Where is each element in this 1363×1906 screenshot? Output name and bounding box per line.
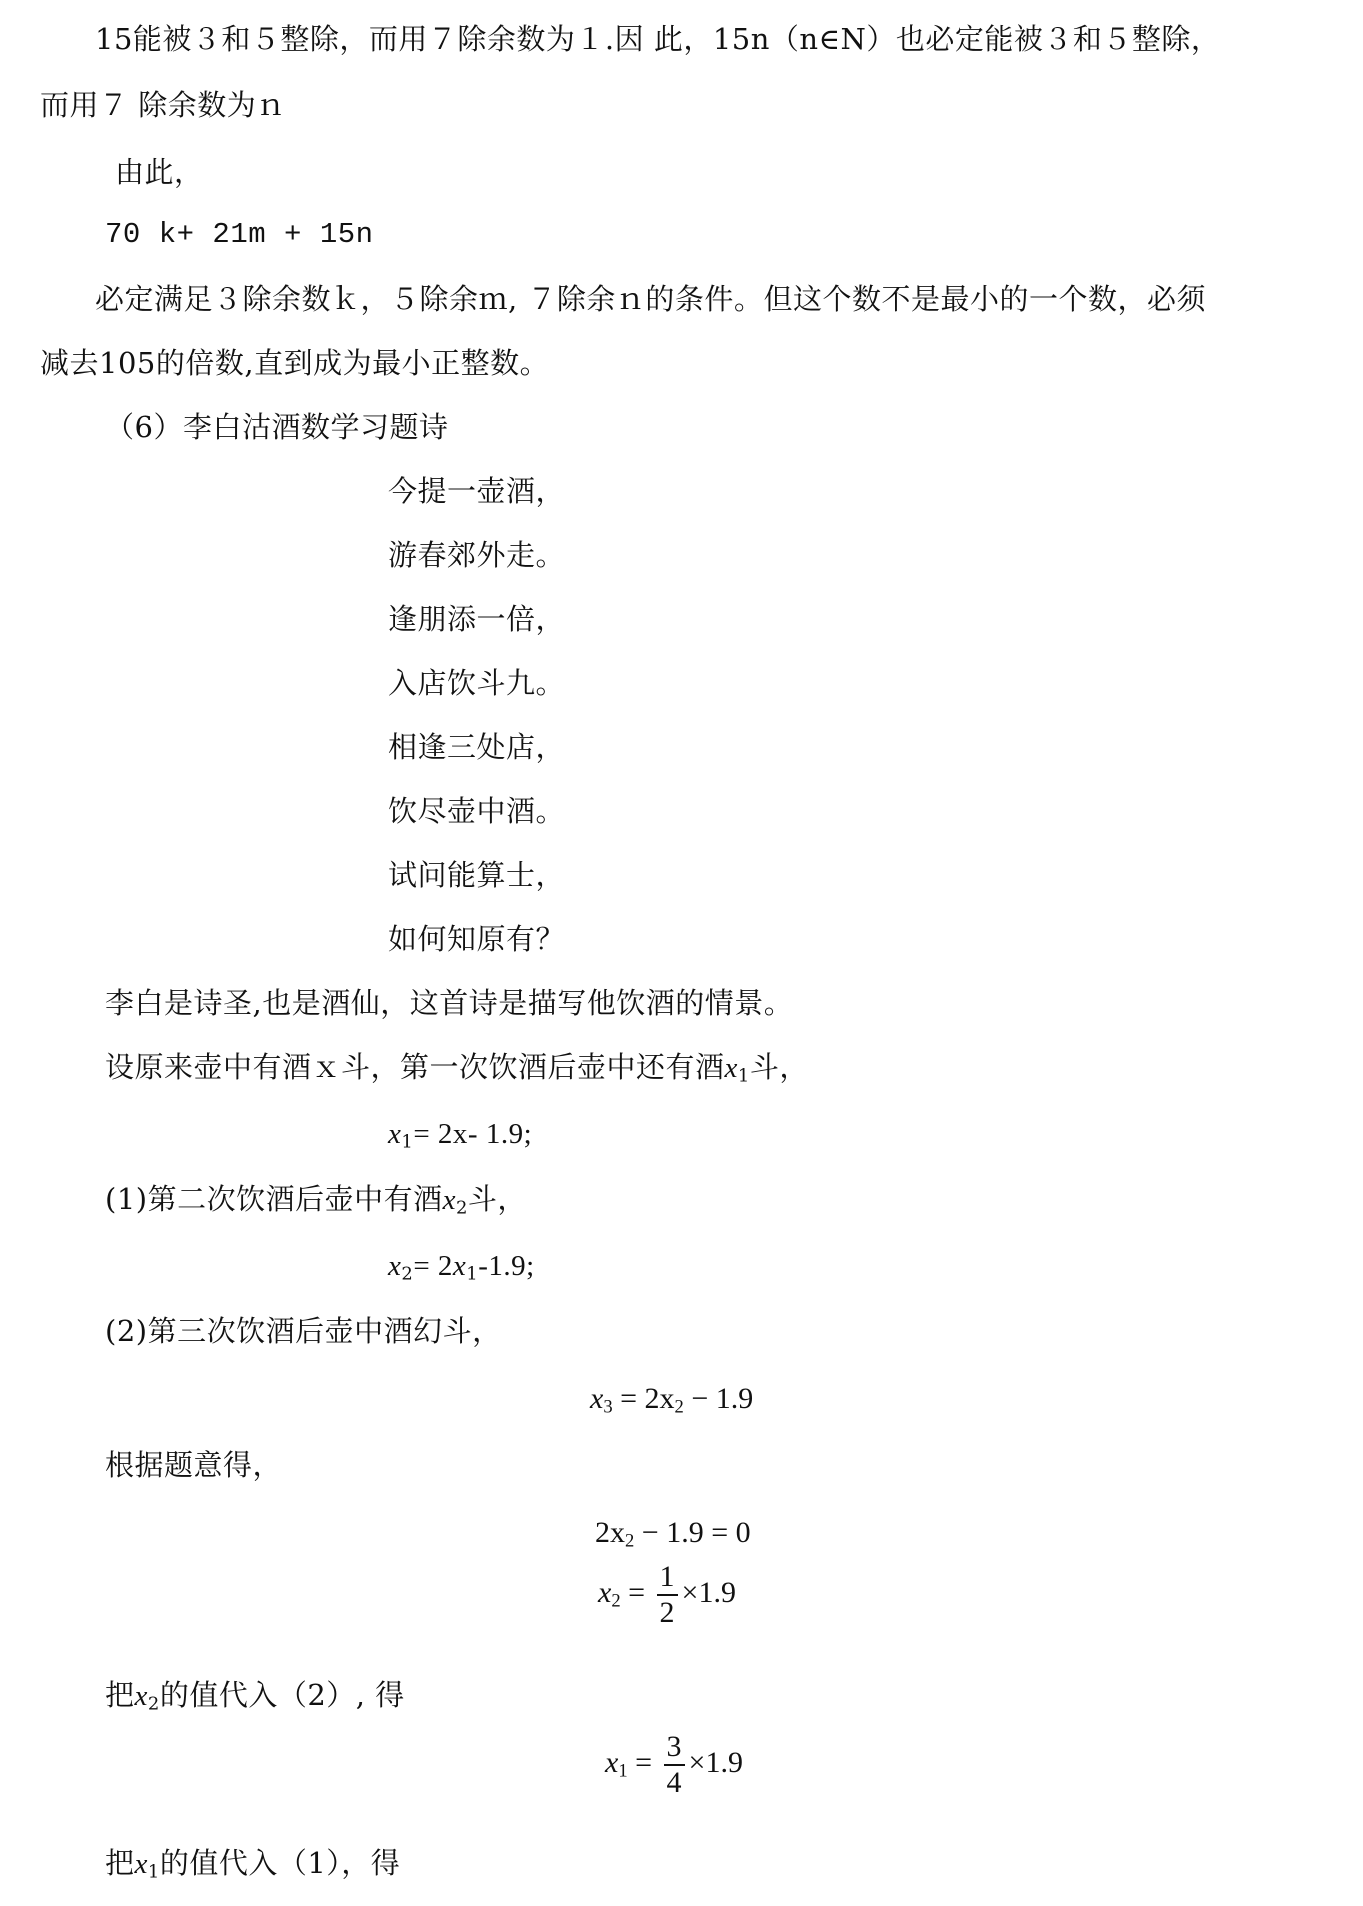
sub1-text-b: 的值代入（1），得 (159, 1846, 401, 1880)
subscript: 1 (466, 1263, 479, 1285)
var-x: x (134, 1680, 148, 1712)
step-1-line (105, 1182, 527, 1225)
equation-3 (590, 1382, 753, 1419)
eq5-equals: = (620, 1575, 653, 1609)
var-x: x (724, 1052, 738, 1084)
denominator: 2 (659, 1596, 675, 1629)
step1-text-a: (1)第二次饮酒后壶中有酒 (105, 1182, 443, 1216)
eq6-end: ×1.9 (688, 1745, 743, 1779)
section-title: （6）李白沽酒数学习题诗 (105, 410, 449, 444)
poem-line: 试问能算士， (388, 858, 566, 892)
poem-line: 逢朋添一倍， (388, 602, 566, 636)
poem-line: 今提一壶酒， (388, 474, 566, 508)
var-x: x (134, 1848, 148, 1880)
substitute-x2-line (105, 1678, 405, 1721)
paragraph-line-5: 必定满足３除余数ｋ，５除余ｍ, ７除余ｎ的条件。但这个数不是最小的一个数，必须 (95, 282, 1206, 316)
eq2-end: -1.9; (478, 1250, 535, 1282)
poem-line: 游春郊外走。 (388, 538, 566, 572)
eq6-equals: = (627, 1745, 660, 1779)
equation-6 (605, 1730, 743, 1800)
setup-line (105, 1050, 809, 1093)
subscript: 2 (625, 1530, 635, 1552)
sub2-text-a: 把 (105, 1678, 135, 1712)
numerator: 3 (664, 1730, 685, 1766)
eq4-lhs: 2x (595, 1516, 625, 1549)
step1-text-b: 斗， (467, 1182, 527, 1216)
equation-5 (598, 1560, 736, 1630)
numerator: 1 (657, 1560, 678, 1596)
eq4-rhs: − 1.9 = 0 (634, 1516, 751, 1549)
subscript: 2 (147, 1693, 160, 1715)
var-x: x (605, 1745, 619, 1779)
subscript: 2 (611, 1590, 621, 1612)
equation-2 (388, 1248, 535, 1291)
paragraph-line-3: 由此， (115, 155, 204, 189)
eq3-end: − 1.9 (683, 1382, 754, 1415)
sub2-text-b: 的值代入（2）, 得 (159, 1678, 405, 1712)
fraction (664, 1730, 685, 1800)
eq1-rhs: = 2x- 1.9; (413, 1118, 533, 1150)
var-x: x (452, 1250, 467, 1282)
by-meaning-line: 根据题意得， (105, 1448, 283, 1482)
subscript: 2 (455, 1197, 468, 1219)
intro-line: 李白是诗圣,也是酒仙，这首诗是描写他饮酒的情景。 (105, 986, 794, 1020)
eq2-mid: = 2 (413, 1250, 453, 1282)
eq3-rhs: = 2x (612, 1382, 675, 1415)
var-x: x (590, 1382, 604, 1415)
subscript: 2 (401, 1263, 414, 1285)
paragraph-line-1: 15能被３和５整除，而用７除余数为１.因 此，15n（n∈N）也必定能被３和５整除， (95, 22, 1221, 56)
setup-text-a: 设原来壶中有酒ｘ斗，第一次饮酒后壶中还有酒 (105, 1050, 725, 1084)
paragraph-line-2: 而用７ 除余数为ｎ (40, 88, 286, 122)
subscript: 1 (618, 1760, 628, 1782)
denominator: 4 (666, 1766, 682, 1799)
var-x: x (388, 1118, 402, 1150)
step-2-line: (2)第三次饮酒后壶中酒幻斗， (105, 1314, 502, 1348)
var-x: x (442, 1184, 456, 1216)
poem-line: 饮尽壶中酒。 (388, 794, 566, 828)
sub1-text-a: 把 (105, 1846, 135, 1880)
substitute-x1-line (105, 1846, 400, 1889)
subscript: 3 (603, 1396, 613, 1418)
subscript: 2 (674, 1396, 684, 1418)
subscript: 1 (401, 1131, 414, 1153)
poem-line: 入店饮斗九。 (388, 666, 566, 700)
paragraph-line-6: 减去105的倍数,直到成为最小正整数。 (40, 346, 550, 380)
subscript: 1 (147, 1861, 160, 1883)
eq5-end: ×1.9 (681, 1575, 736, 1609)
poem-line: 如何知原有？ (388, 922, 566, 956)
formula-line: 70 k+ 21m + 15n (105, 218, 374, 251)
fraction (657, 1560, 678, 1630)
poem-line: 相逢三处店， (388, 730, 566, 764)
subscript: 1 (737, 1065, 750, 1087)
var-x: x (598, 1575, 612, 1609)
equation-1 (388, 1116, 532, 1159)
var-x: x (388, 1250, 402, 1282)
setup-text-b: 斗， (749, 1050, 809, 1084)
equation-4 (595, 1516, 751, 1553)
